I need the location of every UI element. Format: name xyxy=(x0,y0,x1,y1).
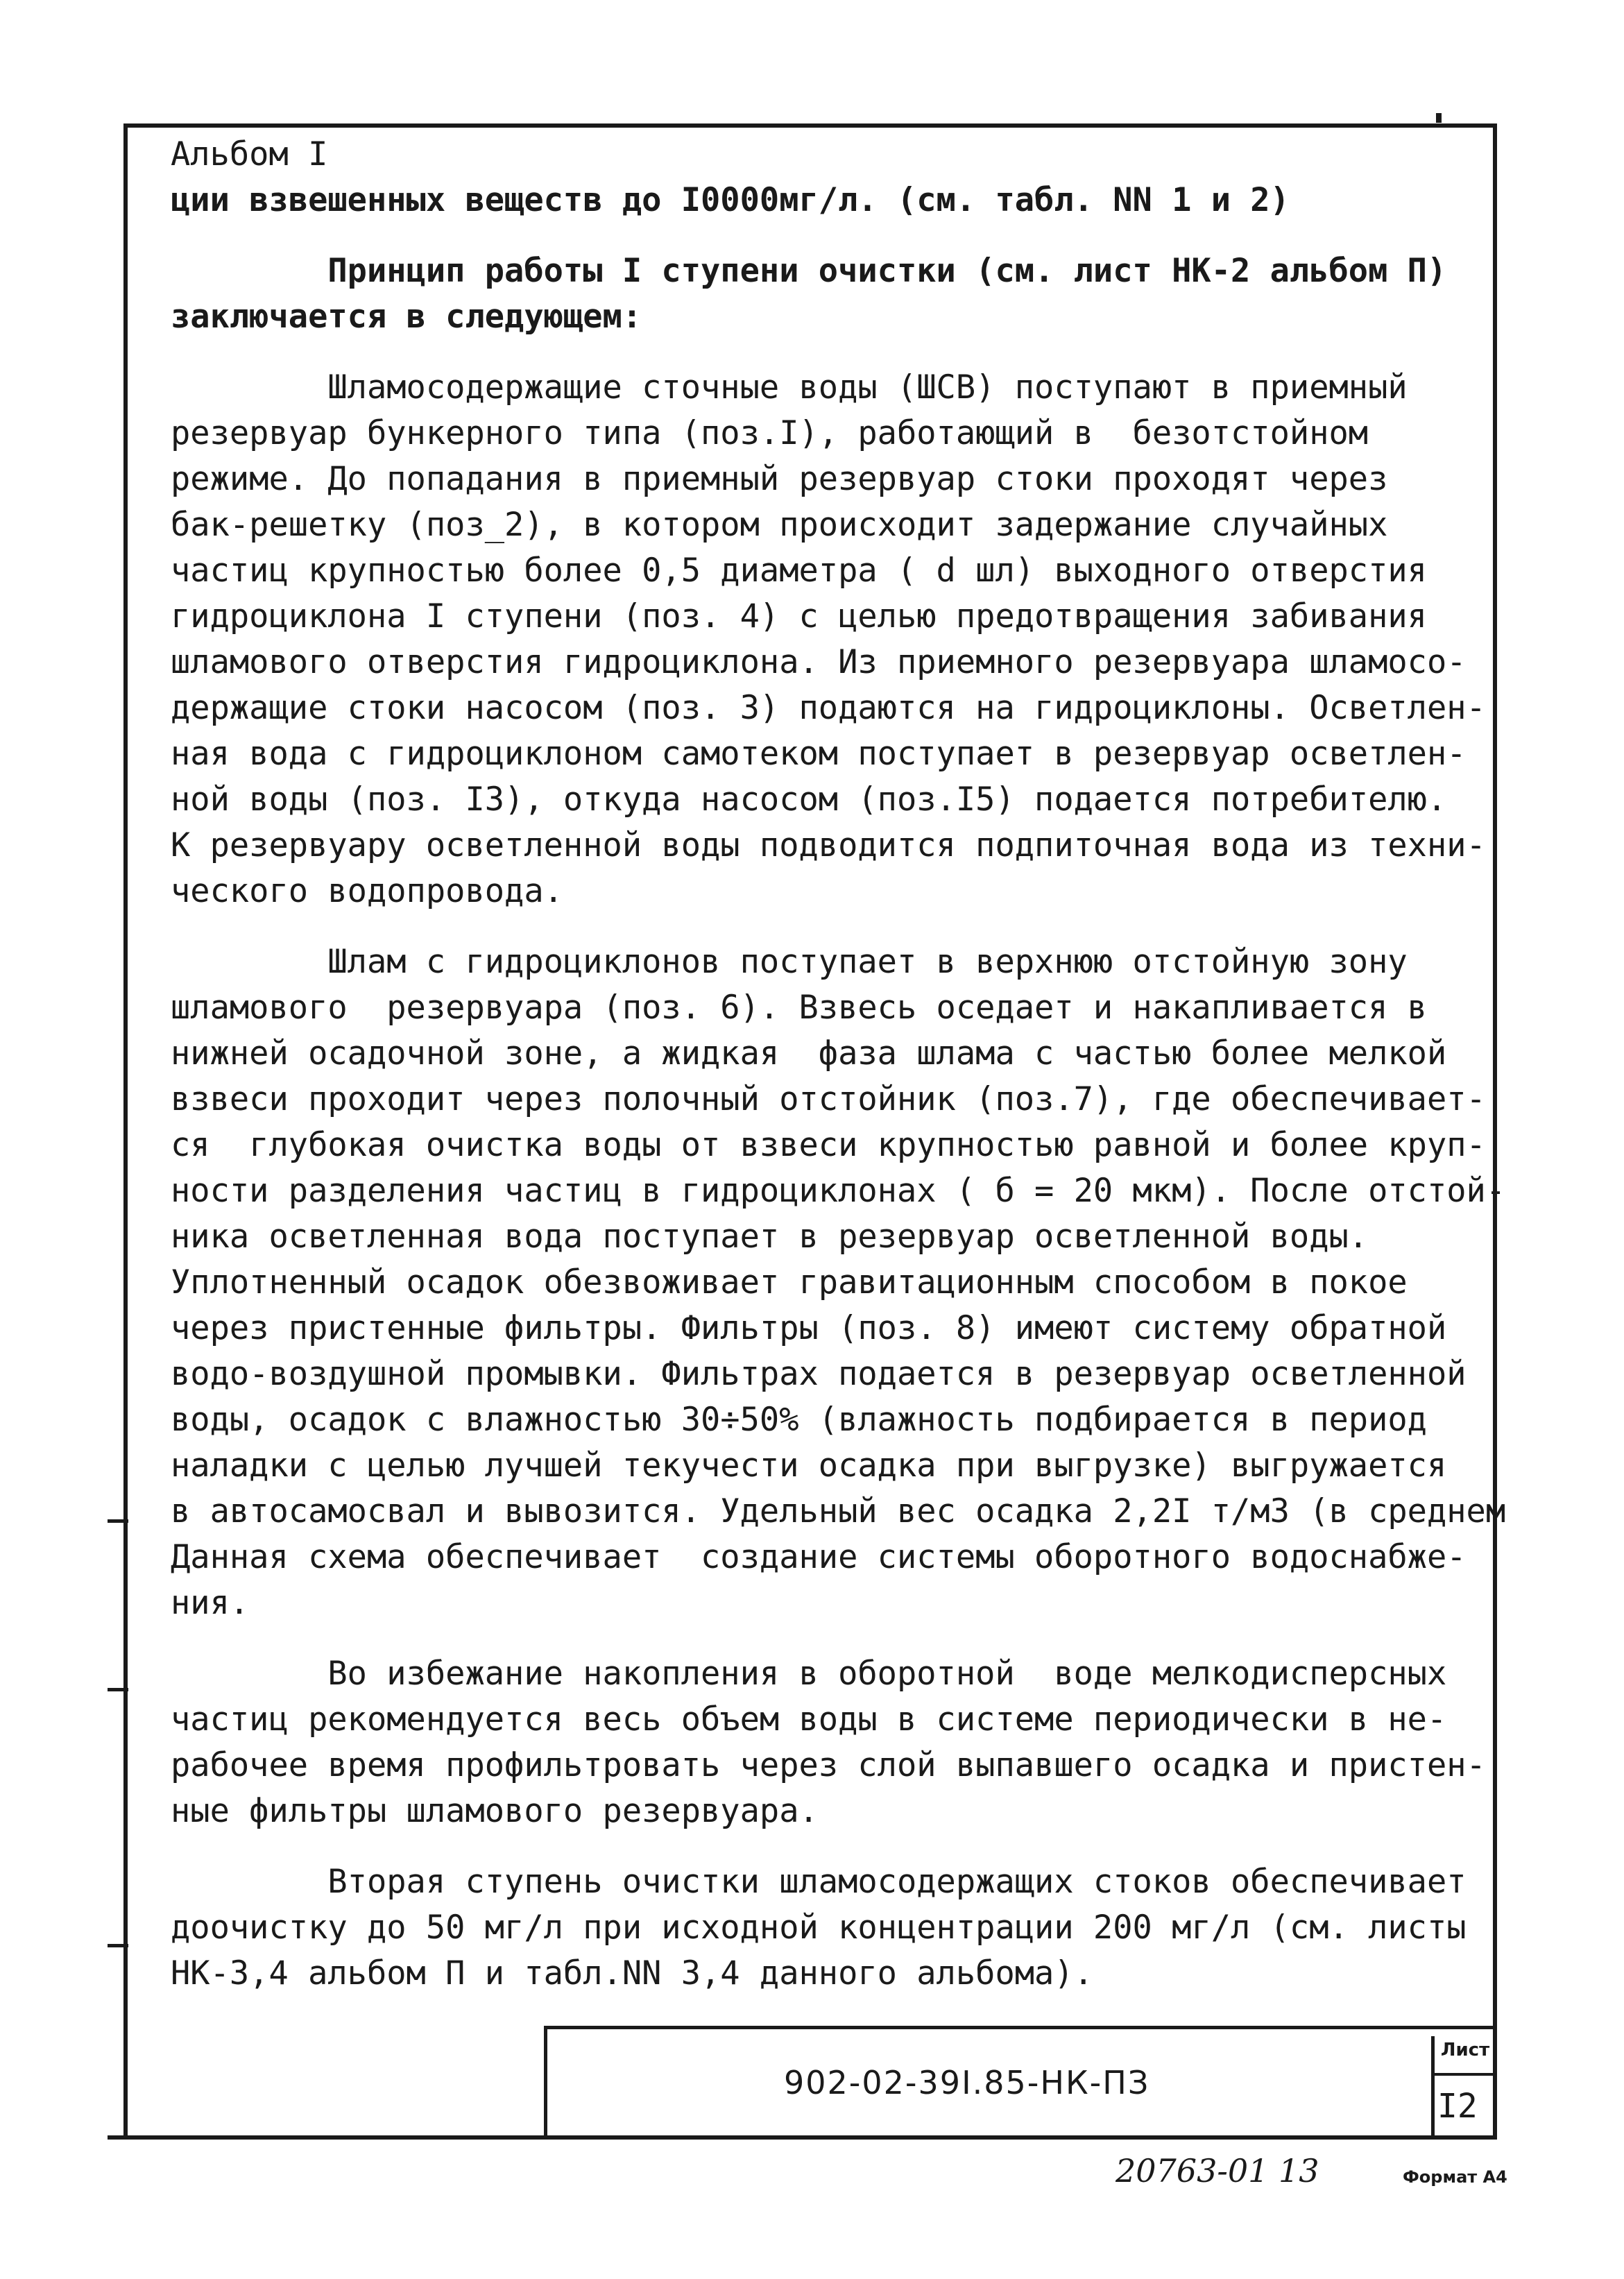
text-line: ной воды (поз. I3), откуда насосом (поз.I5) подается потребителю. xyxy=(171,780,1447,819)
paragraph-gap xyxy=(171,223,1475,248)
text-line: ния. xyxy=(171,1584,250,1622)
text-line: через пристенные фильтры. Фильтры (поз. 8) имеют систему обратной xyxy=(171,1309,1447,1347)
format-label: Формат А4 xyxy=(1403,2167,1507,2187)
text-line: ности разделения частиц в гидроциклонах ( б = 20 мкм). После отстой- xyxy=(171,1172,1506,1210)
text-line: ные фильтры шламового резервуара. xyxy=(171,1792,819,1830)
text-line: Уплотненный осадок обезвоживает гравитационным способом в покое xyxy=(171,1263,1408,1301)
paragraph-gap xyxy=(171,340,1475,365)
text-line: режиме. До попадания в приемный резервуар стоки проходят через xyxy=(171,460,1388,498)
sheet-number: I2 xyxy=(1437,2087,1478,2126)
document-code: 902-02-39I.85-НК-ПЗ xyxy=(784,2064,1150,2101)
text-line: Шлам с гидроциклонов поступает в верхнюю отстойную зону xyxy=(171,943,1408,981)
document-body xyxy=(171,132,1506,1997)
text-line: НК-3,4 альбом П и табл.NN 3,4 данного альбома). xyxy=(171,1954,1093,1992)
body-text xyxy=(171,178,1506,1997)
text-line: взвеси проходит через полочный отстойник (поз.7), где обеспечивает- xyxy=(171,1080,1486,1118)
text-line: ника осветленная вода поступает в резервуар осветленной воды. xyxy=(171,1218,1369,1256)
margin-tick xyxy=(108,1519,128,1523)
text-line: шламового резервуара (поз. 6). Взвесь оседает и накапливается в xyxy=(171,989,1427,1027)
text-line: шламового отверстия гидроциклона. Из приемного резервуара шламосо- xyxy=(171,643,1467,681)
sheet-label: Лист xyxy=(1440,2040,1490,2060)
text-line: Данная схема обеспечивает создание системы оборотного водоснабже- xyxy=(171,1538,1467,1576)
text-line: бак-решетку (поз_2), в котором происходит задержание случайных xyxy=(171,506,1388,544)
text-line: частиц крупностью более 0,5 диаметра ( d шл) выходного отверстия xyxy=(171,552,1427,590)
bottom-rule xyxy=(108,2135,1497,2140)
corner-mark xyxy=(1436,113,1442,123)
paragraph-gap xyxy=(171,1626,1475,1651)
margin-tick xyxy=(108,1688,128,1691)
text-line: рабочее время профильтровать через слой выпавшего осадка и пристен- xyxy=(171,1746,1486,1784)
text-line: Принцип работы I ступени очистки (см. лист НК-2 альбом П) xyxy=(171,252,1447,290)
text-line: Шламосодержащие сточные воды (ШСВ) поступают в приемный xyxy=(171,368,1408,407)
margin-tick xyxy=(108,1944,128,1947)
text-line: нижней осадочной зоне, а жидкая фаза шлама с частью более мелкой xyxy=(171,1034,1447,1073)
sheet-divider xyxy=(1431,2073,1497,2076)
text-line: держащие стоки насосом (поз. 3) подаются на гидроциклоны. Осветлен- xyxy=(171,689,1486,727)
text-line: ная вода с гидроциклоном самотеком поступает в резервуар осветлен- xyxy=(171,735,1467,773)
text-line: Вторая ступень очистки шламосодержащих стоков обеспечивает xyxy=(171,1863,1467,1901)
text-line: ции взвешенных веществ до I0000мг/л. (см. табл. NN 1 и 2) xyxy=(171,181,1290,219)
text-line: ческого водопровода. xyxy=(171,872,563,910)
paragraph-gap xyxy=(171,1834,1475,1859)
text-line: воды, осадок с влажностью 30÷50% (влажность подбирается в период xyxy=(171,1401,1427,1439)
text-line: в автосамосвал и вывозится. Удельный вес осадка 2,2I т/м3 (в среднем xyxy=(171,1492,1506,1530)
text-line: доочистку до 50 мг/л при исходной концентрации 200 мг/л (см. листы xyxy=(171,1909,1467,1947)
archive-number: 20763-01 13 xyxy=(1116,2152,1319,2190)
text-line: наладки с целью лучшей текучести осадка при выгрузке) выгружается xyxy=(171,1446,1447,1485)
text-line: гидроциклона I ступени (поз. 4) с целью предотвращения забивания xyxy=(171,597,1427,635)
album-heading: Альбом I xyxy=(171,135,328,173)
text-line: водо-воздушной промывки. Фильтрах подается в резервуар осветленной xyxy=(171,1355,1467,1393)
text-line: Во избежание накопления в оборотной воде мелкодисперсных xyxy=(171,1655,1447,1693)
text-line: частиц рекомендуется весь объем воды в системе периодически в не- xyxy=(171,1700,1447,1739)
text-line: К резервуару осветленной воды подводится подпиточная вода из техни- xyxy=(171,826,1486,864)
text-line: заключается в следующем: xyxy=(171,298,642,336)
paragraph-gap xyxy=(171,914,1475,939)
text-line: ся глубокая очистка воды от взвеси крупностью равной и более круп- xyxy=(171,1126,1486,1164)
text-line: резервуар бункерного типа (поз.I), работающий в безотстойном xyxy=(171,414,1369,452)
